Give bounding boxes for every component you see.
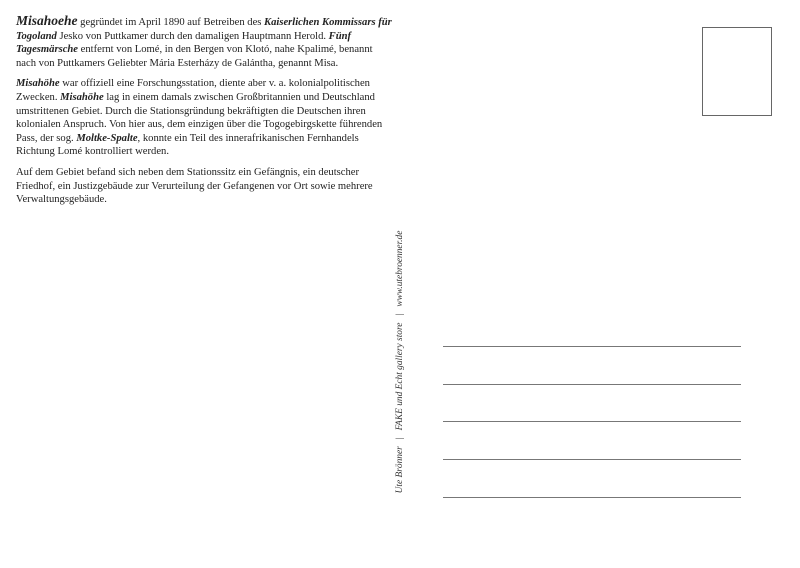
p1-bold-2: Fünf Tagesmärsche — [16, 30, 352, 56]
address-line-2 — [443, 384, 741, 385]
p1-text-3: entfernt von Lomé, in den Bergen von Klotó, nahe Kpalimé, benannt nach von Puttkamers Geliebter Mária Esterházy de Galántha, genannt Misa. — [16, 44, 373, 69]
address-line-4 — [443, 459, 741, 460]
paragraph-1 — [16, 14, 394, 70]
address-line-3 — [443, 421, 741, 422]
paragraph-3: Auf dem Gebiet befand sich neben dem Stationssitz ein Gefängnis, ein deutscher Friedhof, ein Justizgebäude zur Verurteilung der Gefangenen vor Ort sowie mehrere Verwaltungsgebäude. — [16, 166, 373, 206]
place-title: Misahoehe — [16, 13, 78, 28]
p2-text-1: war offiziell eine Forschungsstation, diente aber v. a. kolonialpolitischen Zwecken. — [16, 78, 370, 103]
p2-bold-2: Misahöhe — [60, 91, 104, 103]
address-line-5 — [443, 497, 741, 498]
address-line-1 — [443, 346, 741, 347]
author-name: Ute Brönner — [395, 446, 405, 494]
stamp-box — [702, 27, 772, 116]
p1-bold-1: Kaiserlichen Kommissars für Togoland — [16, 17, 392, 42]
p2-bold-1: Misahöhe — [16, 78, 60, 90]
p1-text-2: Jesko von Puttkamer durch den damaligen Hauptmann Herold. — [56, 30, 329, 42]
credits-vertical — [395, 231, 405, 494]
postcard-text — [16, 14, 394, 214]
p1-text-1: gegründet im April 1890 auf Betreiben des — [77, 17, 265, 28]
p2-text-3: , konnte ein Teil des innerafrikanischen Fernhandels Richtung Lomé kontrolliert werden. — [16, 132, 359, 158]
website-link[interactable]: www.utebroenner.de — [395, 230, 405, 307]
store-name: FAKE und Echt gallery store — [395, 322, 405, 431]
paragraph-2 — [16, 77, 394, 159]
separator-2: | — [395, 313, 405, 316]
separator-1: | — [395, 437, 405, 440]
p2-bold-3: Moltke-Spalte — [76, 132, 138, 144]
p2-text-2: lag in einem damals zwischen Großbritannien und Deutschland umstrittenen Gebiet. Durch die Stationsgründung bekräftigten die Deutschen ihren kolonialen Anspruch. Von hier aus, dem einzigen über die Togogebirgskette führenden Pass, der sog. — [16, 91, 383, 144]
